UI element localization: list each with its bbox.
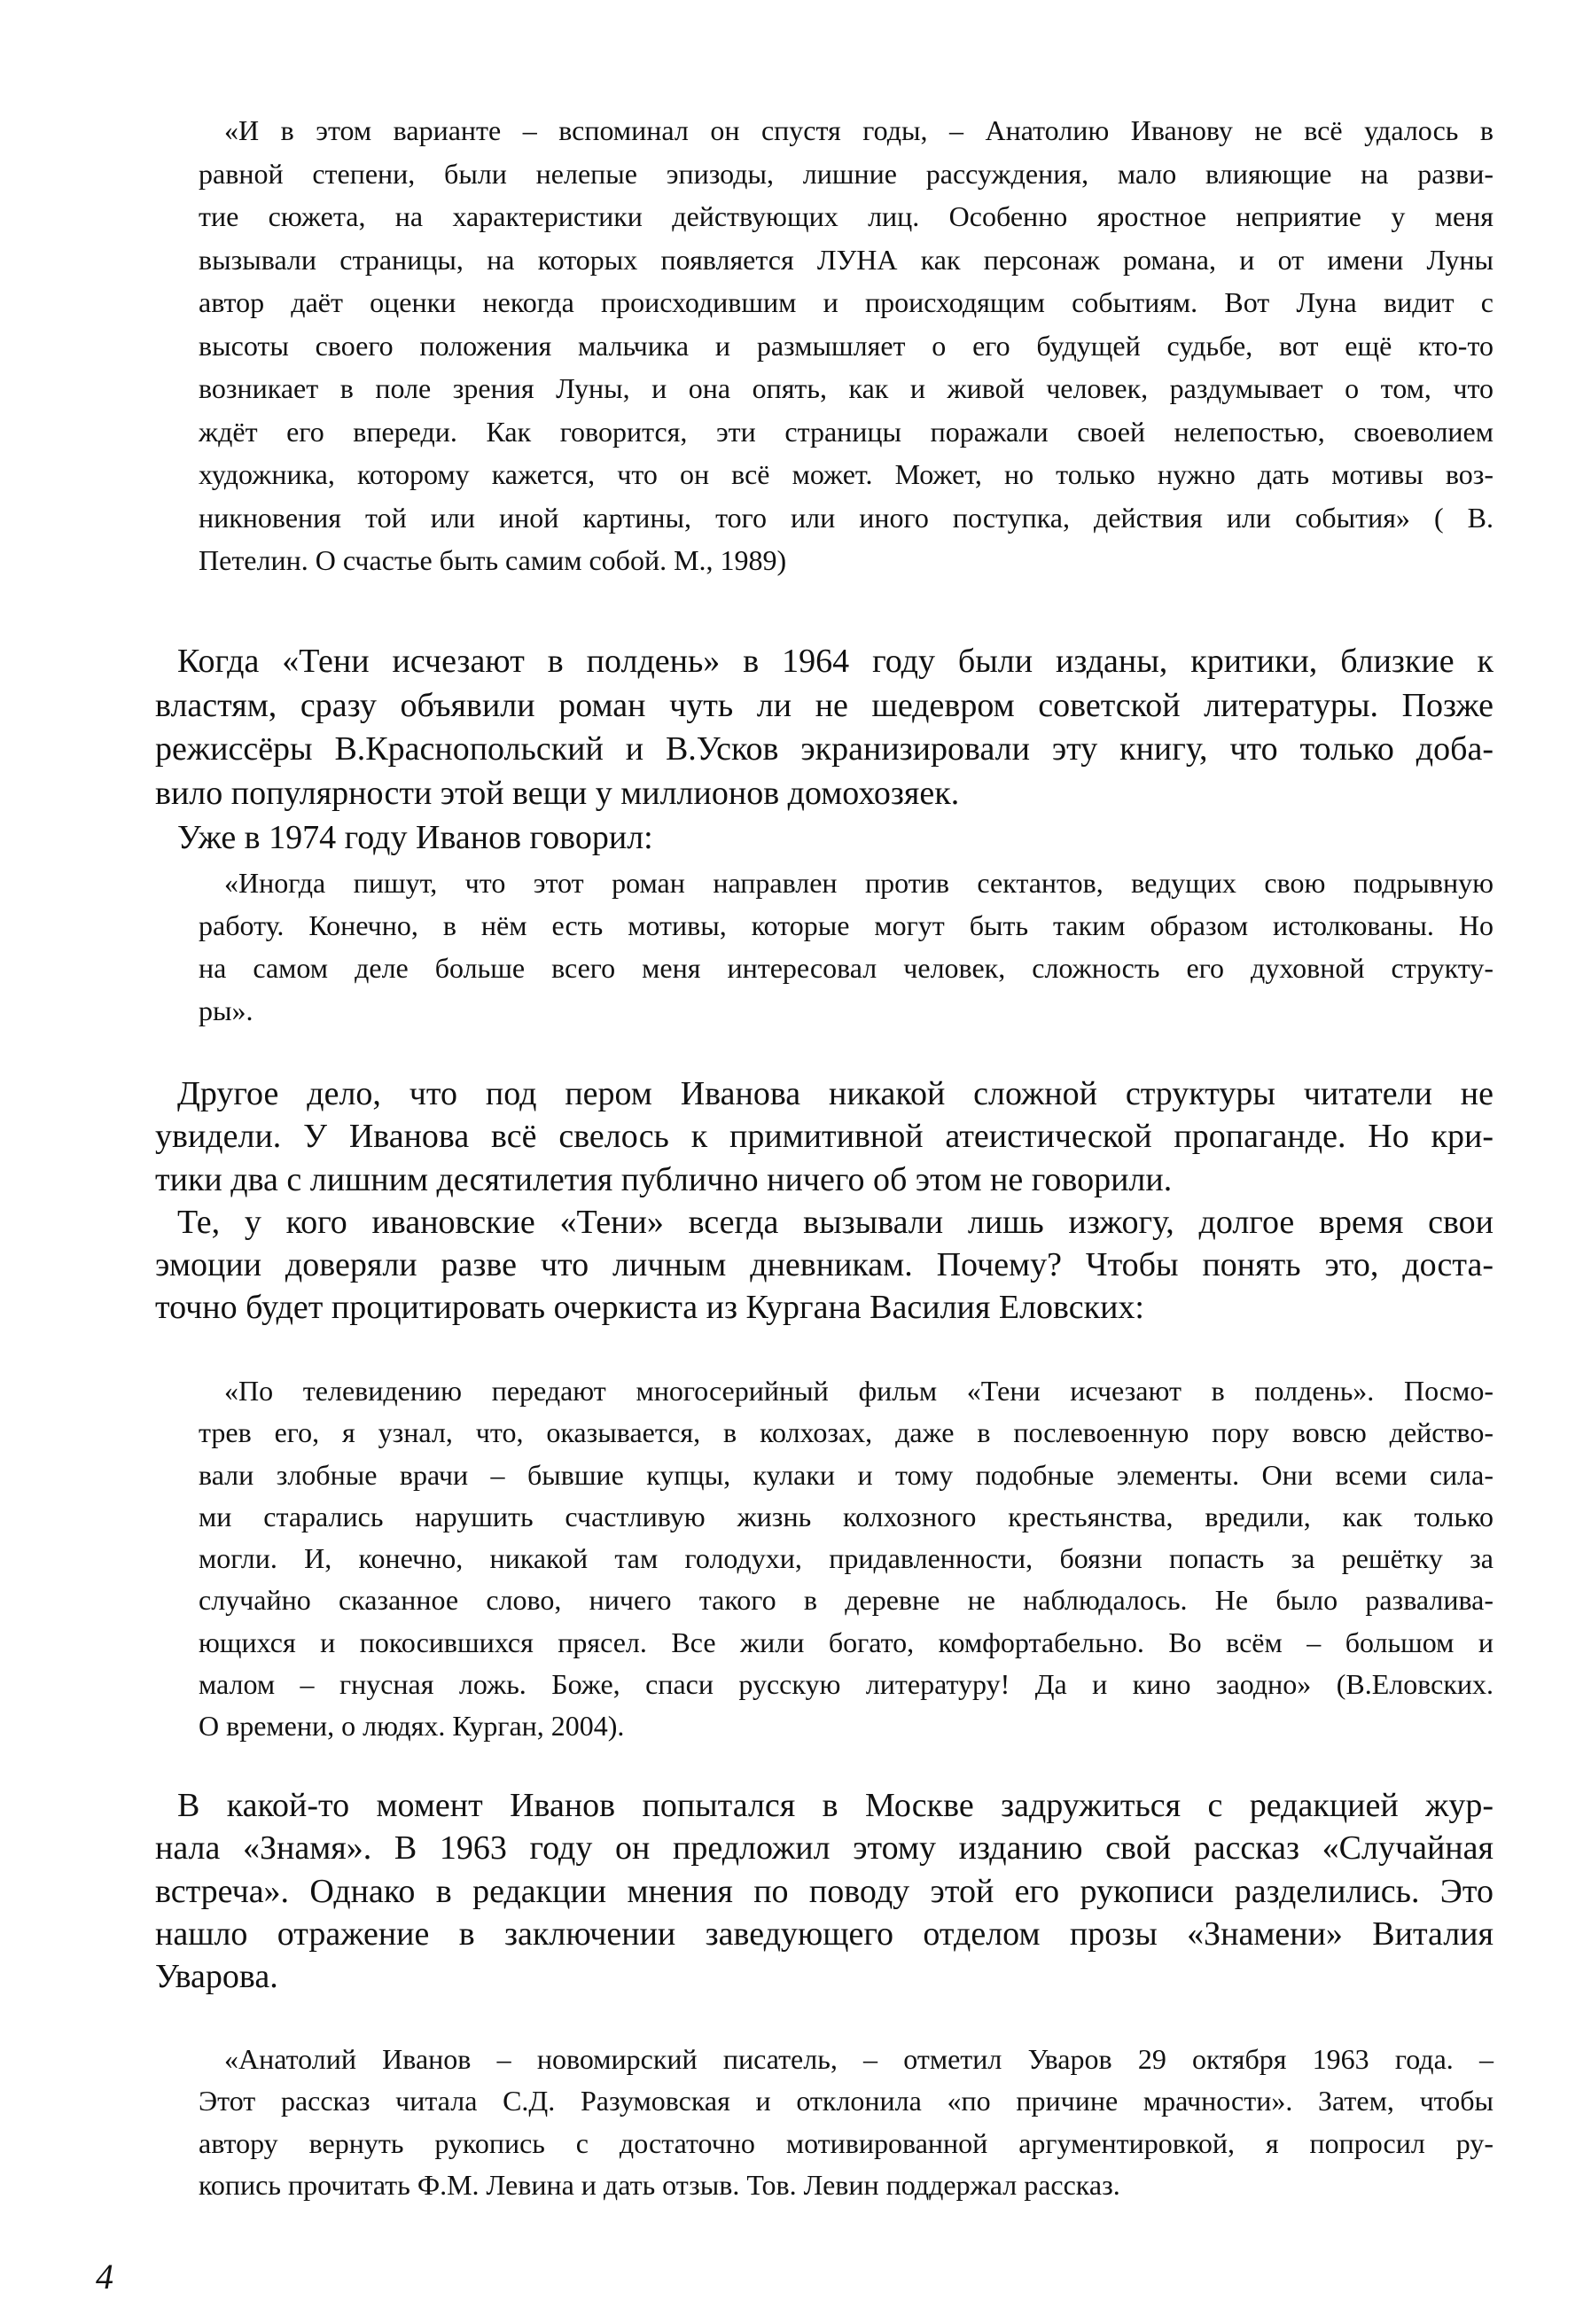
- text-line: точно будет процитировать очеркиста из Кургана Василия Еловских:: [155, 1289, 1144, 1327]
- text-line: тие сюжета, на характеристики действующих лиц. Особенно яростное неприятие у меня: [199, 200, 1494, 232]
- body-paragraphs: [155, 1784, 1494, 1998]
- text-line: могли. И, конечно, никакой там голодухи, придавленности, боязни попасть за решётку за: [199, 1542, 1494, 1575]
- text-line: ждёт его впереди. Как говорится, эти страницы поражали своей нелепостью, своеволием: [199, 415, 1494, 448]
- text-line: Когда «Тени исчезают в полдень» в 1964 году были изданы, критики, близкие к: [177, 643, 1494, 680]
- text-line: равной степени, были нелепые эпизоды, лишние рассуждения, мало влияющие на разви-: [199, 157, 1494, 190]
- text-line: Другое дело, что под пером Иванова никакой сложной структуры читатели не: [177, 1075, 1494, 1112]
- text-line: увидели. У Иванова всё свелось к примитивной атеистической пропаганде. Но кри-: [155, 1118, 1494, 1156]
- text-line: Этот рассказ читала С.Д. Разумовская и отклонила «по причине мрачности». Затем, чтобы: [199, 2085, 1494, 2117]
- text-line: на самом деле больше всего меня интересовал человек, сложность его духовной структу-: [199, 952, 1494, 984]
- text-line: О времени, о людях. Курган, 2004).: [199, 1710, 625, 1743]
- text-line: Петелин. О счастье быть самим собой. М., 1989): [199, 544, 787, 576]
- text-line: нашло отражение в заключении заведующего отделом прозы «Знамени» Виталия: [155, 1915, 1494, 1953]
- body-paragraphs: [155, 640, 1494, 860]
- text-line: нала «Знамя». В 1963 году он предложил этому изданию свой рассказ «Случайная: [155, 1829, 1494, 1868]
- text-line: «Анатолий Иванов – новомирский писатель, – отметил Уваров 29 октября 1963 года. –: [224, 2043, 1494, 2075]
- text-line: никновения той или иной картины, того или иного поступка, действия или события» ( В.: [199, 501, 1494, 534]
- text-line: автору вернуть рукопись с достаточно мотивированной аргументировкой, я попросил ру-: [199, 2126, 1494, 2159]
- text-line: режиссёры В.Краснопольский и В.Усков экранизировали эту книгу, что только доба-: [155, 730, 1494, 768]
- text-line: Уварова.: [155, 1958, 278, 1996]
- text-line: встреча». Однако в редакции мнения по поводу этой его рукописи разделились. Это: [155, 1872, 1494, 1910]
- text-line: ры».: [199, 994, 253, 1026]
- text-line: вило популярности этой вещи у миллионов домохозяек.: [155, 775, 960, 813]
- block-quote: [199, 109, 1494, 582]
- text-line: «По телевидению передают многосерийный фильм «Тени исчезают в полдень». Посмо-: [224, 1375, 1494, 1407]
- text-line: копись прочитать Ф.М. Левина и дать отзыв. Тов. Левин поддержал рассказ.: [199, 2168, 1120, 2201]
- block-quote: [199, 862, 1494, 1032]
- text-line: Те, у кого ивановские «Тени» всегда вызывали лишь изжогу, долгое время свои: [177, 1203, 1494, 1241]
- text-line: властям, сразу объявили роман чуть ли не шедевром советской литературы. Позже: [155, 686, 1494, 724]
- text-line: малом – гнусная ложь. Боже, спаси русскую литературу! Да и кино заодно» (В.Еловских.: [199, 1668, 1494, 1701]
- text-line: эмоции доверяли разве что личным дневникам. Почему? Чтобы понять это, доста-: [155, 1246, 1494, 1284]
- text-line: высоты своего положения мальчика и размышляет о его будущей судьбе, вот ещё кто-то: [199, 329, 1494, 362]
- text-line: вали злобные врачи – бывшие купцы, кулаки и тому подобные элементы. Они всеми сила-: [199, 1458, 1494, 1491]
- text-line: тики два с лишним десятилетия публично ничего об этом не говорили.: [155, 1160, 1173, 1198]
- text-line: возникает в поле зрения Луны, и она опять, как и живой человек, раздумывает о том, что: [199, 372, 1494, 404]
- block-quote: [199, 1370, 1494, 1748]
- page-number: 4: [96, 2257, 113, 2297]
- body-paragraphs: [155, 1072, 1494, 1330]
- text-line: автор даёт оценки некогда происходившим и происходящим событиям. Вот Луна видит с: [199, 286, 1494, 318]
- text-line: В какой-то момент Иванов попытался в Москве задружиться с редакцией жур-: [177, 1787, 1494, 1824]
- text-line: трев его, я узнал, что, оказывается, в колхозах, даже в послевоенную пору вовсю действо-: [199, 1416, 1494, 1449]
- text-line: «И в этом варианте – вспоминал он спустя годы, – Анатолию Иванову не всё удалось в: [224, 114, 1494, 146]
- text-line: случайно сказанное слово, ничего такого в деревне не наблюдалось. Не было развалива-: [199, 1584, 1494, 1617]
- text-line: работу. Конечно, в нём есть мотивы, которые могут быть таким образом истолкованы. Но: [199, 909, 1494, 941]
- text-line: «Иногда пишут, что этот роман направлен против сектантов, ведущих свою подрывную: [224, 867, 1494, 899]
- text-line: вызывали страницы, на которых появляется ЛУНА как персонаж романа, и от имени Луны: [199, 243, 1494, 276]
- text-line: художника, которому кажется, что он всё может. Может, но только нужно дать мотивы воз-: [199, 458, 1494, 490]
- text-line: Уже в 1974 году Иванов говорил:: [177, 818, 653, 856]
- text-line: ющихся и покосившихся прясел. Все жили богато, комфортабельно. Во всём – большом и: [199, 1626, 1494, 1658]
- block-quote: [199, 2039, 1494, 2206]
- text-line: ми старались нарушить счастливую жизнь колхозного крестьянства, вредили, как только: [199, 1500, 1494, 1532]
